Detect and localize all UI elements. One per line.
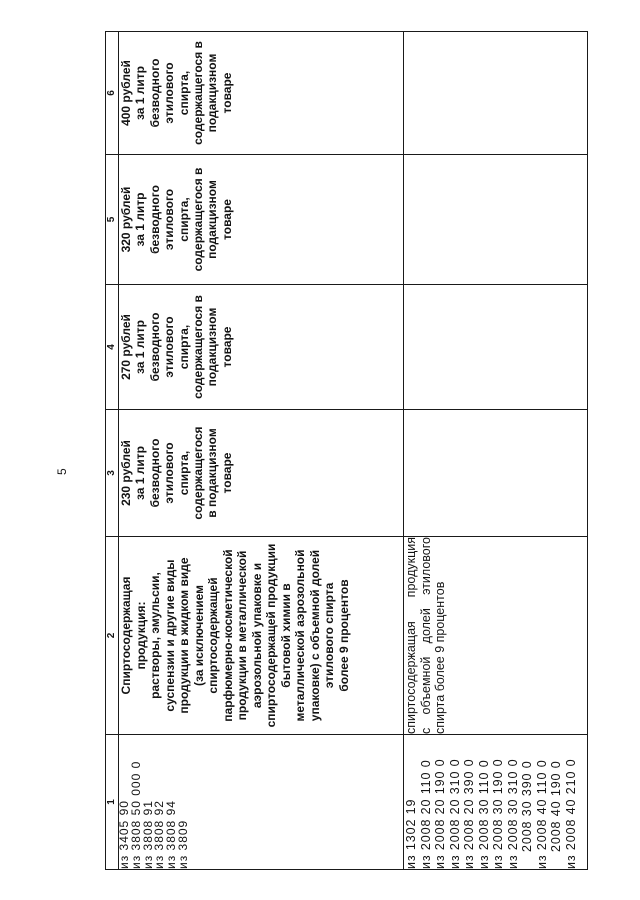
description-line: спиртосодержащей <box>206 577 220 694</box>
description-line: суспензии и другие виды <box>162 559 177 712</box>
code-line: из 2008 40 210 0 <box>563 758 578 869</box>
code-line: из 2008 20 390 0 <box>462 758 476 869</box>
empty-rate-cell <box>404 155 588 285</box>
rate-line: товаре <box>219 452 234 494</box>
codes-cell <box>404 735 588 870</box>
empty-rate-cell <box>404 32 588 155</box>
description-cell <box>119 537 404 735</box>
excise-rate-table <box>105 31 588 870</box>
description-line: парфюмерно-косметической <box>220 549 235 722</box>
code-line: из 2008 30 310 0 <box>505 758 520 869</box>
rate-line: содержащегося в <box>191 41 206 145</box>
code-line: из 2008 40 110 0 <box>534 759 549 869</box>
rate-line: безводного <box>147 438 162 508</box>
code-line: 2008 30 390 0 <box>520 760 534 852</box>
rate-line: 320 рублей <box>119 186 133 253</box>
rate-cell <box>119 285 404 410</box>
description-line: этилового спирта <box>322 582 336 689</box>
header-cell: 6 <box>106 32 119 155</box>
rate-line: спирта, <box>176 70 191 116</box>
description-line: упаковке) с объемной долей <box>307 549 322 722</box>
header-cell: 5 <box>106 155 119 285</box>
header-cell: 1 <box>106 735 119 870</box>
rate-line: товаре <box>219 72 234 114</box>
rate-line: подакцизном <box>205 53 220 133</box>
header-cell: 4 <box>106 285 119 410</box>
code-line: из 3405 90 <box>117 800 131 869</box>
rate-line: безводного <box>147 185 162 254</box>
description-line: продукция: <box>133 601 148 670</box>
rate-cell <box>119 32 404 155</box>
description-line: продукции в жидком виде <box>177 557 191 714</box>
code-line: из 3809 <box>175 819 190 869</box>
description-line: аэрозольной упаковке и <box>249 562 264 709</box>
code-line: из 2008 20 110 0 <box>418 759 433 869</box>
header-cell: 2 <box>106 537 119 735</box>
rate-line: 270 рублей <box>119 314 133 380</box>
rate-line: содержащегося в <box>191 295 206 399</box>
page-number: 5 <box>55 468 69 475</box>
rate-cell <box>119 155 404 285</box>
description-line: с объемной долей этилового <box>418 537 433 734</box>
code-line: из 1302 19 <box>404 798 418 869</box>
rate-line: за 1 литр <box>133 445 148 501</box>
rate-line: безводного <box>147 58 162 128</box>
codes-cell <box>119 735 404 870</box>
description-line: бытовой химии в <box>278 583 293 688</box>
table-row <box>119 32 404 870</box>
rate-line: 400 рублей <box>119 60 133 126</box>
code-line: из 3808 94 <box>164 800 179 869</box>
description-line: продукции в металлической <box>235 550 249 721</box>
rate-line: товаре <box>219 326 234 368</box>
code-line: из 2008 30 110 0 <box>476 759 491 869</box>
empty-rate-cell <box>404 410 588 537</box>
header-row <box>106 32 119 870</box>
description-line: Спиртосодержащая <box>119 576 133 695</box>
description-line: (за исключением <box>191 584 206 687</box>
rate-line: безводного <box>147 312 162 382</box>
rate-line: этилового <box>162 316 177 378</box>
rate-line: спирта, <box>176 197 191 242</box>
code-line: из 3808 50 000 0 <box>128 760 143 869</box>
code-line: из 3808 91 <box>140 800 155 869</box>
description-line: металлической аэрозольной <box>293 549 307 722</box>
description-line: спиртосодержащей продукции <box>264 543 278 728</box>
rate-line: спирта, <box>176 450 191 496</box>
rate-line: товаре <box>219 199 234 240</box>
description-line: спирта более 9 процентов <box>433 581 447 734</box>
rate-line: за 1 литр <box>133 319 148 375</box>
empty-rate-cell <box>404 285 588 410</box>
description-line: более 9 процентов <box>336 579 351 692</box>
code-line: из 2008 20 190 0 <box>433 758 447 869</box>
rate-line: этилового <box>162 62 177 124</box>
rate-line: этилового <box>162 442 177 504</box>
description-cell <box>404 537 588 735</box>
rate-line: содержащегося <box>191 426 206 520</box>
rate-line: 230 рублей <box>119 440 133 506</box>
rate-line: в подакцизном <box>205 428 220 518</box>
rate-line: за 1 литр <box>133 65 148 121</box>
rate-line: спирта, <box>176 324 191 370</box>
rate-line: подакцизном <box>205 307 220 387</box>
code-line: 2008 40 190 0 <box>549 760 563 852</box>
rate-line: содержащегося в <box>191 167 206 272</box>
description-line: растворы, эмульсии, <box>148 572 162 699</box>
code-line: из 2008 20 310 0 <box>447 758 462 869</box>
rate-line: этилового <box>162 188 177 251</box>
rate-line: подакцизном <box>205 180 220 259</box>
header-cell: 3 <box>106 410 119 537</box>
table-row <box>404 32 588 870</box>
description-line: спиртосодержащая продукция <box>404 537 418 734</box>
code-line: из 2008 30 190 0 <box>491 758 505 869</box>
rate-line: за 1 литр <box>133 192 148 247</box>
code-line: из 3808 92 <box>152 800 167 869</box>
rate-cell <box>119 410 404 537</box>
